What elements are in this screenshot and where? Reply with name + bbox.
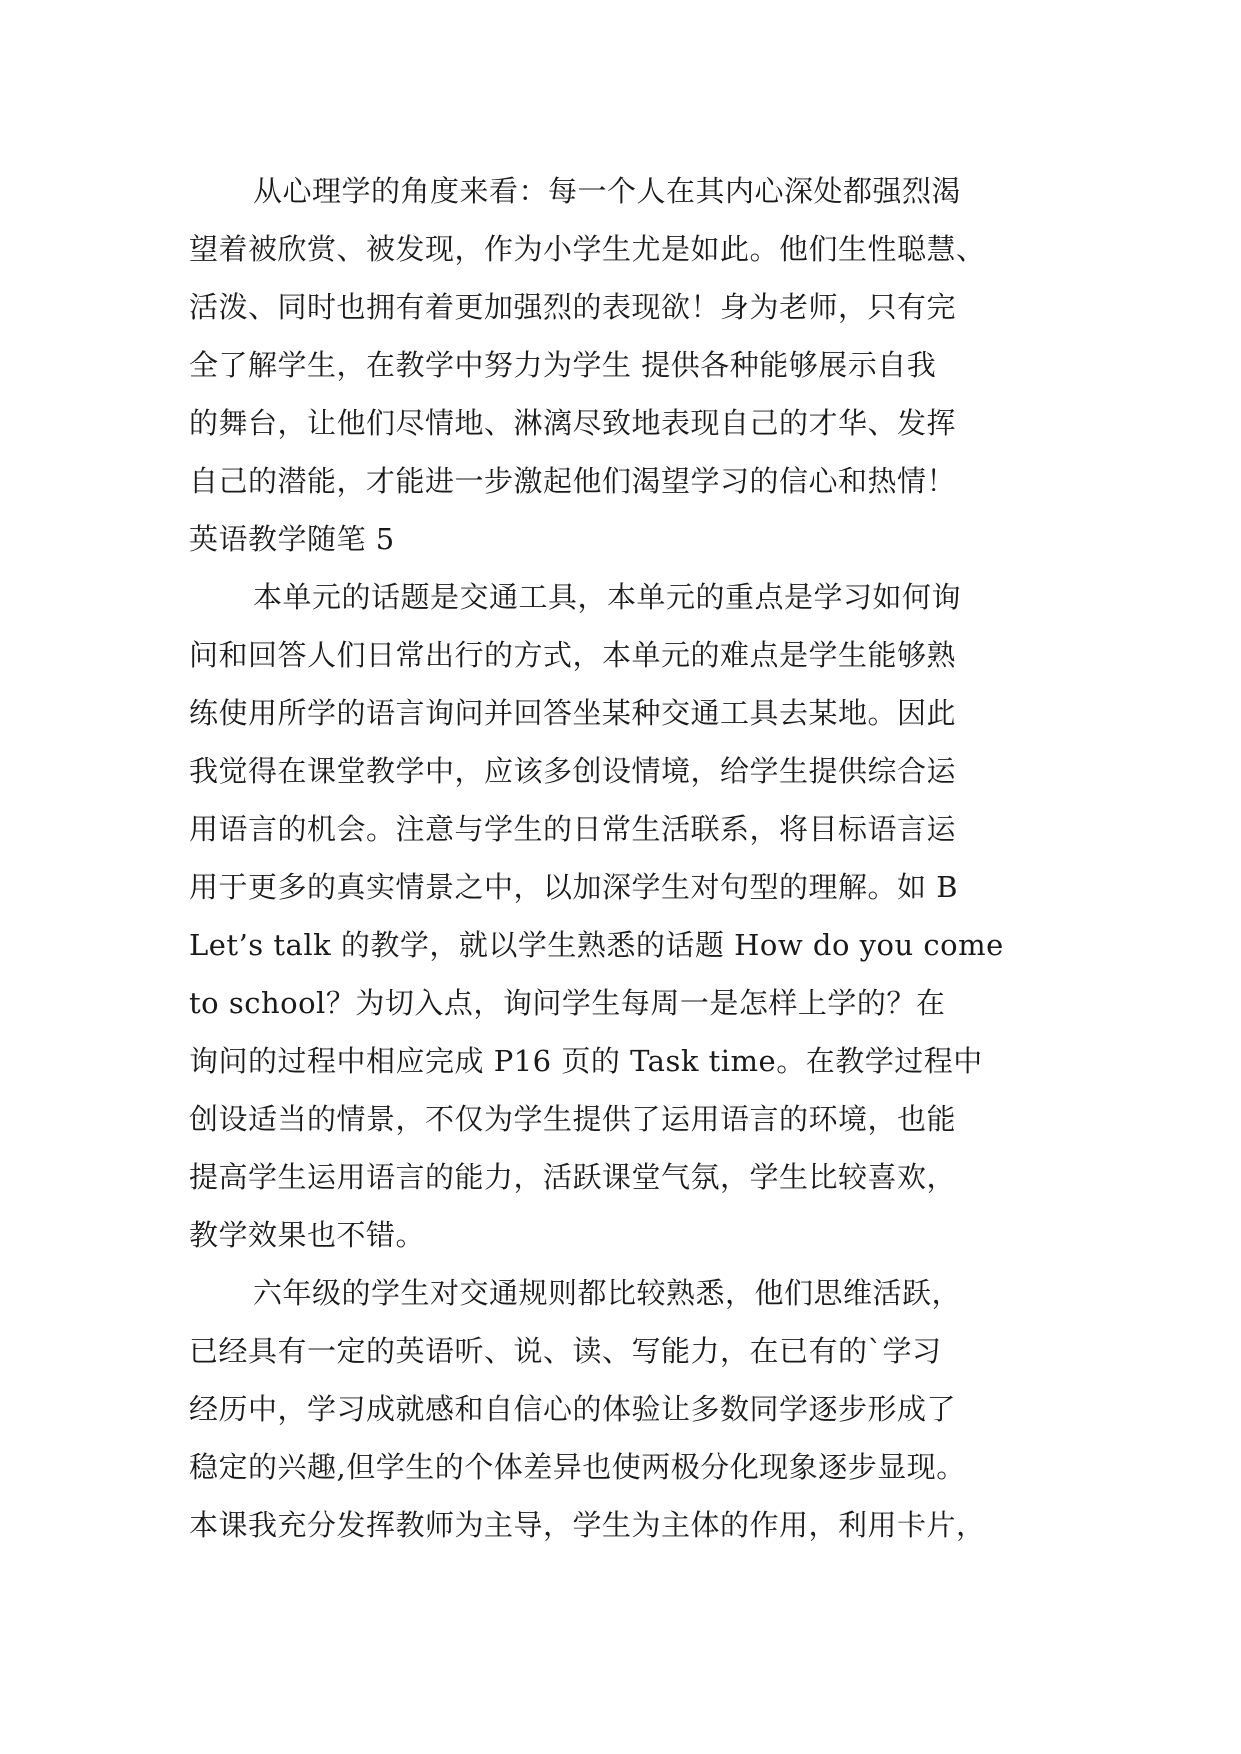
paragraph-psychology [189,162,1059,510]
text-line: 自己的潜能，才能进一步激起他们渴望学习的信心和热情！ [189,464,957,498]
text-line: 本课我充分发挥教师为主导，学生为主体的作用，利用卡片， [189,1508,986,1542]
text-line: Let’s talk 的教学，就以学生熟悉的话题 How do you come [189,928,1004,962]
text-line: 的舞台，让他们尽情地、淋漓尽致地表现自己的才华、发挥 [189,406,957,440]
section-heading: 英语教学随笔 5 [189,522,395,556]
text-line: 用语言的机会。注意与学生的日常生活联系，将目标语言运 [189,812,957,846]
text-line: 经历中，学习成就感和自信心的体验让多数同学逐步形成了 [189,1392,957,1426]
paragraph-grade-six [189,1264,1059,1554]
text-line: 我觉得在课堂教学中，应该多创设情境，给学生提供综合运 [189,754,957,788]
text-line: 问和回答人们日常出行的方式，本单元的难点是学生能够熟 [189,638,957,672]
text-line: 教学效果也不错。 [189,1218,426,1252]
text-line: 活泼、同时也拥有着更加强烈的表现欲！身为老师，只有完 [189,290,957,324]
text-line: 从心理学的角度来看：每一个人在其内心深处都强烈渴 [253,174,962,208]
text-line: 本单元的话题是交通工具，本单元的重点是学习如何询 [253,580,962,614]
text-line: 用于更多的真实情景之中，以加深学生对句型的理解。如 B [189,870,959,904]
text-line: 六年级的学生对交通规则都比较熟悉，他们思维活跃， [253,1276,962,1310]
text-line: 望着被欣赏、被发现，作为小学生尤是如此。他们生性聪慧、 [189,232,986,266]
text-line: 稳定的兴趣,但学生的个体差异也使两极分化现象逐步显现。 [189,1450,966,1484]
text-line: 提高学生运用语言的能力，活跃课堂气氛，学生比较喜欢， [189,1160,957,1194]
text-line: 创设适当的情景，不仅为学生提供了运用语言的环境，也能 [189,1102,957,1136]
text-line: 全了解学生，在教学中努力为学生 提供各种能够展示自我 [189,348,937,382]
text-line: 练使用所学的语言询问并回答坐某种交通工具去某地。因此 [189,696,957,730]
paragraph-transport-unit [189,568,1059,1264]
document-body [189,162,1059,1554]
text-line: 已经具有一定的英语听、说、读、写能力，在已有的`学习 [189,1334,942,1368]
text-line: to school？为切入点，询问学生每周一是怎样上学的？在 [189,986,946,1020]
text-line: 询问的过程中相应完成 P16 页的 Task time。在教学过程中 [189,1044,983,1078]
